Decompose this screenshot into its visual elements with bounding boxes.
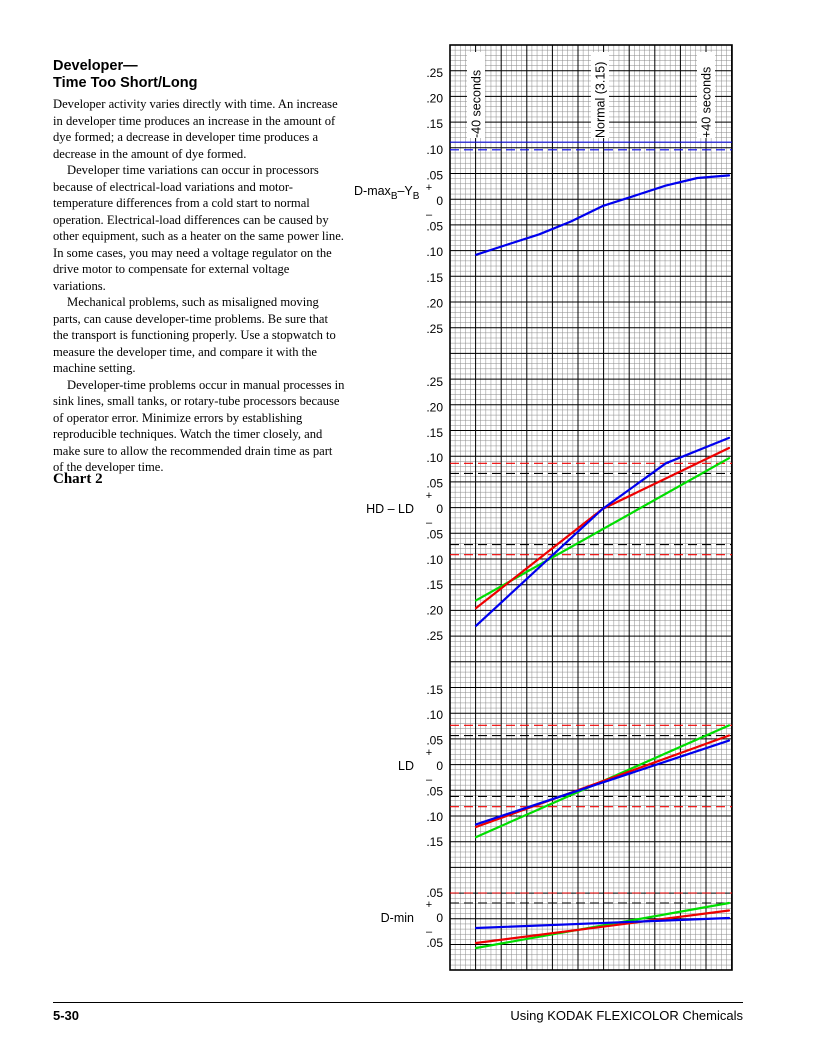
y-tick-label: .15 — [426, 270, 443, 285]
y-tick-label: .25 — [426, 66, 443, 80]
y-tick-label: .05 — [426, 784, 443, 799]
chart-label: Chart 2 — [53, 471, 103, 487]
y-zero-label: 0 — [436, 194, 443, 208]
y-tick-label: .25 — [426, 375, 443, 389]
paragraph: Developer time variations can occur in processors because of electrical-load variations and motor-temperature differences from a cold start to normal operation. Electrical-load differences can be caused by other equipment, such as a heater on the same power line. In some cases, you may need a voltage regulator on the drive motor to compensate for external voltage variations. — [53, 163, 344, 293]
panel-label: LD — [398, 759, 414, 773]
minus-sign: – — [425, 774, 433, 786]
footer-rule — [53, 1002, 743, 1003]
y-tick-label: .10 — [426, 809, 443, 824]
y-tick-label: .15 — [426, 835, 443, 850]
y-tick-label: .10 — [426, 451, 443, 466]
heading-line-2: Time Too Short/Long — [53, 75, 198, 91]
plus-sign: + — [425, 899, 433, 911]
plus-sign: + — [425, 490, 433, 502]
y-tick-label: .20 — [426, 91, 443, 106]
x-label: -40 seconds — [469, 69, 484, 138]
y-tick-label: .20 — [426, 400, 443, 415]
paragraph: Mechanical problems, such as misaligned moving parts, can cause developer-time problems. Be sure that the transport is functioning properly. Use a stopwatch to measure the developer time, and compare it with the machine setting. — [53, 295, 336, 375]
panel-label: D-min — [380, 911, 414, 925]
y-tick-label: .05 — [426, 168, 443, 183]
y-tick-label: .15 — [426, 682, 443, 697]
y-tick-label: .15 — [426, 117, 443, 132]
y-tick-label: .05 — [426, 936, 443, 950]
plus-sign: + — [425, 747, 433, 759]
paragraph: Developer activity varies directly with time. An increase in developer time produces an increase in the amount of dye formed; a decrease in developer time produces a decrease in the amount of dye formed. — [53, 97, 338, 161]
panel-label: HD – LD — [366, 502, 414, 516]
y-tick-label: .15 — [426, 578, 443, 593]
y-zero-label: 0 — [436, 759, 443, 773]
x-label: Normal (3.15) — [593, 61, 608, 138]
paragraph: Developer-time problems occur in manual processes in sink lines, small tanks, or rotary-tube processors because of operator error. Minimize errors by establishing reproducible techniques. Watch the timer closely, and make sure to allow the recommended drain time as part of the developer time. — [53, 377, 345, 474]
footer-title: Using KODAK FLEXICOLOR Chemicals — [510, 1008, 743, 1023]
y-tick-label: .20 — [426, 603, 443, 618]
y-tick-label: .05 — [426, 476, 443, 491]
y-tick-label: .25 — [426, 629, 443, 643]
y-tick-label: .25 — [426, 322, 443, 336]
y-tick-label: .20 — [426, 296, 443, 311]
minus-sign: – — [425, 517, 433, 529]
heading-line-1: Developer— — [53, 58, 138, 74]
page-number: 5-30 — [53, 1008, 80, 1023]
x-label: +40 seconds — [699, 66, 714, 138]
y-tick-label: .10 — [426, 708, 443, 723]
y-tick-label: .05 — [426, 733, 443, 748]
y-zero-label: 0 — [436, 502, 443, 516]
y-tick-label: .05 — [426, 886, 443, 900]
y-tick-label: .05 — [426, 527, 443, 542]
y-tick-label: .15 — [426, 425, 443, 440]
y-zero-label: 0 — [436, 911, 443, 925]
plus-sign: + — [425, 182, 433, 194]
minus-sign: – — [425, 926, 433, 938]
minus-sign: – — [425, 209, 433, 221]
y-tick-label: .10 — [426, 245, 443, 260]
y-tick-label: .10 — [426, 142, 443, 157]
y-tick-label: .10 — [426, 552, 443, 567]
panel-label: $D-\max_B-Y_B$ — [354, 184, 420, 202]
y-tick-label: .05 — [426, 219, 443, 234]
